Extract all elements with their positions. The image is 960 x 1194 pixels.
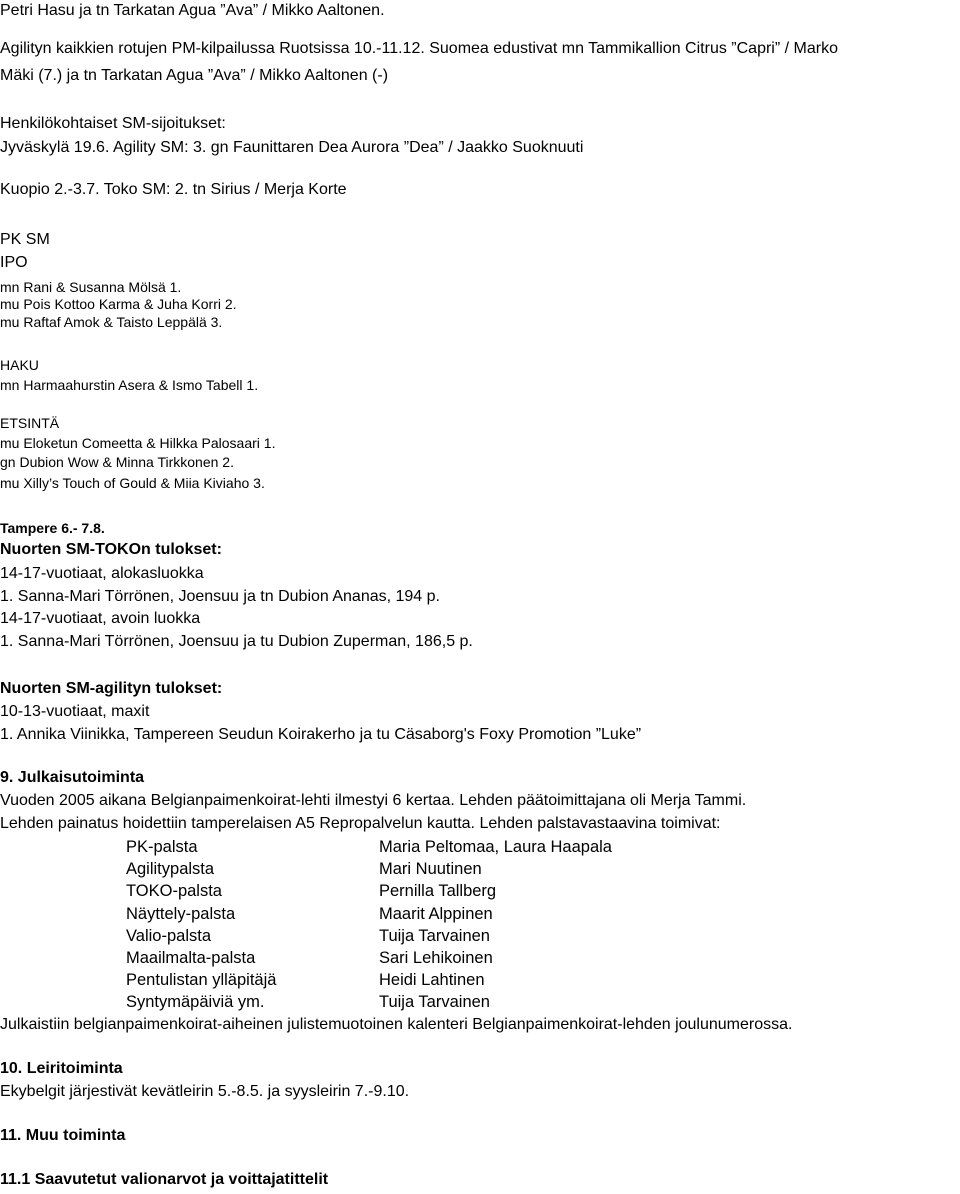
editor-name: Tuija Tarvainen [379, 993, 490, 1011]
result-line: mn Rani & Susanna Mölsä 1. [0, 279, 182, 295]
text-line: 1. Annika Viinikka, Tampereen Seudun Koirakerho ja tu Cäsaborg's Foxy Promotion ”Luke” [0, 726, 642, 743]
section-heading: Nuorten SM-agilityn tulokset: [0, 680, 223, 697]
section-name: PK-palsta [126, 838, 198, 856]
text-line: Lehden painatus hoidettiin tamperelaisen A5 Repropalvelun kautta. Lehden palstavastaavina toimivat: [0, 815, 721, 832]
section-heading: PK SM [0, 231, 50, 248]
result-line: mu Raftaf Amok & Taisto Leppälä 3. [0, 314, 223, 330]
section-heading: 9. Julkaisutoiminta [0, 769, 145, 786]
editor-name: Heidi Lahtinen [379, 971, 485, 989]
text-line: Vuoden 2005 aikana Belgianpaimenkoirat-lehti ilmestyi 6 kertaa. Lehden päätoimittajana oli Merja Tammi. [0, 792, 747, 809]
section-heading: HAKU [0, 357, 39, 373]
section-name: TOKO-palsta [126, 882, 222, 900]
section-name: Syntymäpäiviä ym. [126, 993, 265, 1011]
result-line: mn Harmaahurstin Asera & Ismo Tabell 1. [0, 377, 259, 393]
section-heading: Tampere 6.- 7.8. [0, 520, 105, 536]
text-line: 14-17-vuotiaat, alokasluokka [0, 565, 204, 582]
text-line: Agilityn kaikkien rotujen PM-kilpailussa Ruotsissa 10.-11.12. Suomea edustivat mn Tammikallion Citrus ”Capri” / Marko [0, 40, 838, 57]
text-line: 1. Sanna-Mari Törrönen, Joensuu ja tn Dubion Ananas, 194 p. [0, 588, 440, 605]
section-heading: ETSINTÄ [0, 415, 60, 431]
text-line: Ekybelgit järjestivät kevätleirin 5.-8.5. ja syysleirin 7.-9.10. [0, 1083, 410, 1100]
editor-name: Maria Peltomaa, Laura Haapala [379, 838, 612, 856]
section-heading: 10. Leiritoiminta [0, 1060, 123, 1077]
text-line: Kuopio 2.-3.7. Toko SM: 2. tn Sirius / Merja Korte [0, 181, 347, 198]
text-line: Julkaistiin belgianpaimenkoirat-aiheinen julistemuotoinen kalenteri Belgianpaimenkoirat-lehden joulunumerossa. [0, 1016, 793, 1033]
result-line: gn Dubion Wow & Minna Tirkkonen 2. [0, 454, 234, 470]
editor-name: Mari Nuutinen [379, 860, 482, 878]
text-line: 1. Sanna-Mari Törrönen, Joensuu ja tu Dubion Zuperman, 186,5 p. [0, 633, 473, 650]
section-heading: 11. Muu toiminta [0, 1127, 126, 1144]
section-name: Maailmalta-palsta [126, 949, 256, 967]
section-heading: 11.1 Saavutetut valionarvot ja voittajatittelit [0, 1171, 329, 1188]
section-name: Agilitypalsta [126, 860, 215, 878]
text-line: Petri Hasu ja tn Tarkatan Agua ”Ava” / Mikko Aaltonen. [0, 2, 385, 19]
text-line: 14-17-vuotiaat, avoin luokka [0, 610, 201, 627]
section-name: Pentulistan ylläpitäjä [126, 971, 277, 989]
text-line: Mäki (7.) ja tn Tarkatan Agua ”Ava” / Mikko Aaltonen (-) [0, 67, 389, 84]
section-name: Valio-palsta [126, 927, 211, 945]
text-line: 10-13-vuotiaat, maxit [0, 703, 150, 720]
text-line: Jyväskylä 19.6. Agility SM: 3. gn Faunittaren Dea Aurora ”Dea” / Jaakko Suoknuuti [0, 139, 584, 156]
editor-name: Tuija Tarvainen [379, 927, 490, 945]
result-line: mu Xilly’s Touch of Gould & Miia Kiviaho 3. [0, 475, 265, 491]
editor-name: Sari Lehikoinen [379, 949, 493, 967]
section-heading: IPO [0, 254, 28, 271]
editor-name: Maarit Alppinen [379, 905, 493, 923]
section-name: Näyttely-palsta [126, 905, 236, 923]
editor-name: Pernilla Tallberg [379, 882, 497, 900]
text-line: Henkilökohtaiset SM-sijoitukset: [0, 115, 226, 132]
result-line: mu Pois Kottoo Karma & Juha Korri 2. [0, 296, 237, 312]
result-line: mu Eloketun Comeetta & Hilkka Palosaari 1. [0, 435, 276, 451]
section-heading: Nuorten SM-TOKOn tulokset: [0, 541, 222, 558]
